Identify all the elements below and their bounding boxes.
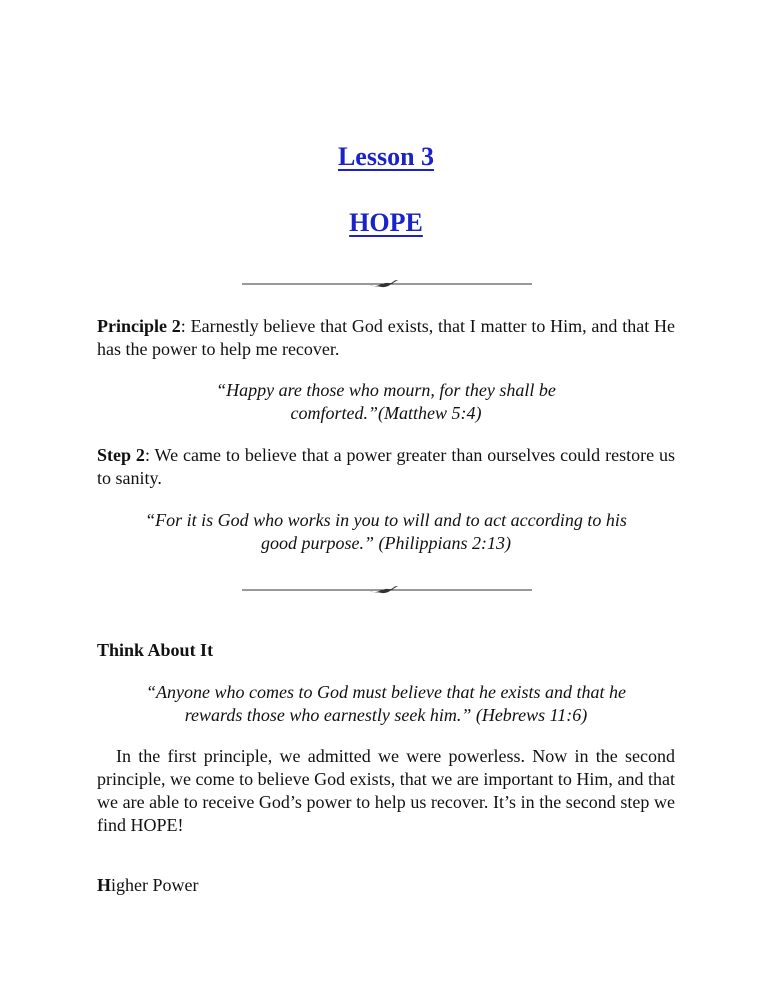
ornamental-divider-icon (242, 583, 532, 597)
quote-line: “Anyone who comes to God must believe that he exists and that he (146, 682, 626, 702)
scripture-quote-hebrews (97, 681, 675, 727)
scripture-quote-philippians (97, 509, 675, 555)
step-text: : We came to believe that a power greater than ourselves could restore us to sanity. (97, 445, 675, 488)
quote-line: “For it is God who works in you to will and to act according to his (145, 510, 627, 530)
think-about-it-heading: Think About It (97, 640, 214, 660)
principle-paragraph (97, 315, 675, 361)
scripture-quote-matthew (97, 379, 675, 425)
higher-power-heading (97, 874, 675, 897)
step-label: Step 2 (97, 445, 145, 465)
principle-label: Principle 2 (97, 316, 181, 336)
principle-text: : Earnestly believe that God exists, that I matter to Him, and that He has the power to help me recover. (97, 316, 675, 359)
step-paragraph (97, 444, 675, 490)
body-paragraph: In the first principle, we admitted we were powerless. Now in the second principle, we come to believe God exists, that we are important to Him, and that we are able to receive God’s power to help us recover. It’s in the second step we find HOPE! (97, 746, 675, 835)
lesson-title: Lesson 3 (337, 142, 435, 171)
higher-power-rest: igher Power (111, 875, 199, 895)
quote-line: rewards those who earnestly seek him.” (Hebrews 11:6) (184, 705, 588, 725)
quote-line: good purpose.” (Philippians 2:13) (261, 533, 511, 553)
lesson-subtitle: HOPE (349, 208, 423, 237)
quote-line: comforted.”(Matthew 5:4) (290, 403, 482, 423)
higher-power-initial: H (97, 875, 112, 895)
ornamental-divider-icon (242, 277, 532, 291)
quote-line: “Happy are those who mourn, for they shall be (216, 380, 556, 400)
